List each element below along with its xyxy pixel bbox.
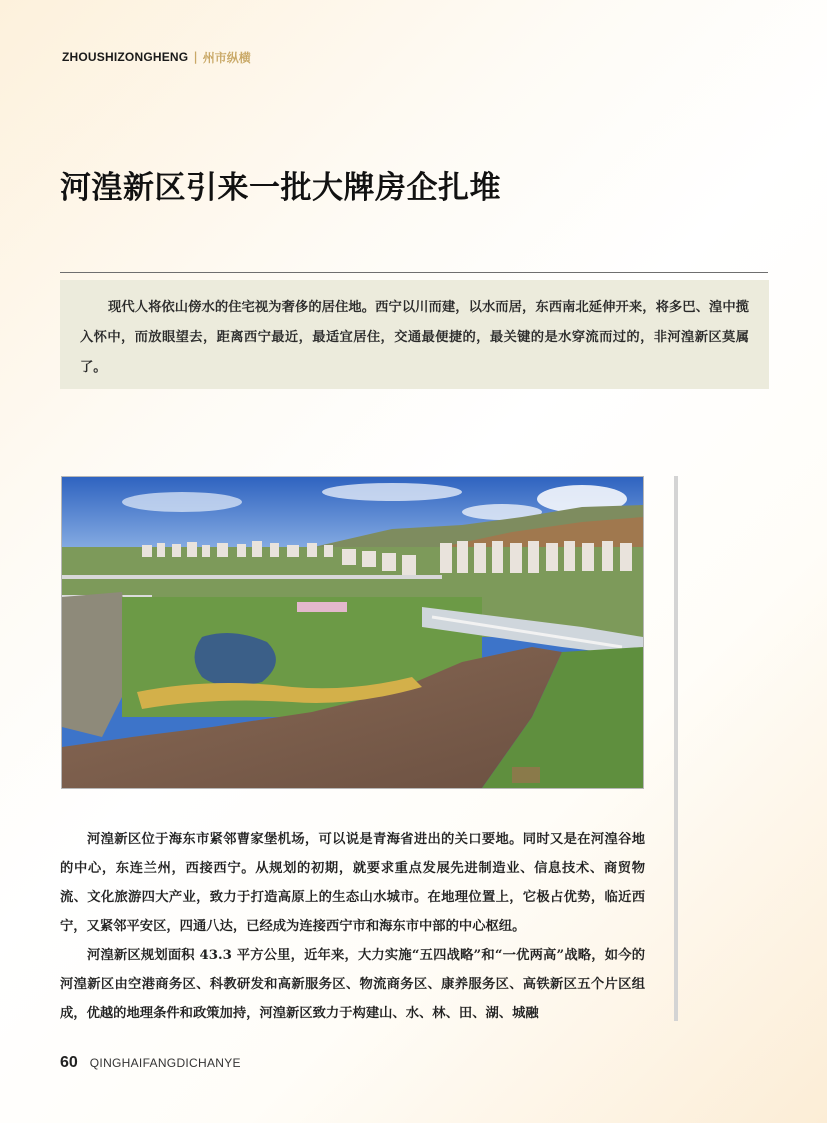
section-name-english: ZHOUSHIZONGHENG: [62, 50, 189, 64]
aerial-photo: [61, 476, 644, 789]
body-paragraph: 河湟新区规划面积 43.3 平方公里，近年来，大力实施“五四战略”和“一优两高”战略，如今的河湟新区由空港商务区、科教研发和高新服务区、物流商务区、康养服务区、高铁新区五个片区组成，优越的地理条件和政策加持，河湟新区致力于构建山、水、林、田、湖、城融: [60, 948, 645, 1021]
article-lead: 现代人将依山傍水的住宅视为奢侈的居住地。西宁以川而建，以水而居，东西南北延伸开来，将多巴、湟中揽入怀中，而放眼望去，距离西宁最近，最适宜居住，交通最便捷的，最关键的是水穿流而过的，非河湟新区莫属了。: [60, 280, 769, 389]
aerial-landscape-illustration: [62, 477, 643, 788]
article-body: [60, 825, 645, 1028]
title-divider: [60, 272, 768, 273]
section-header: [62, 47, 251, 67]
article-title: 河湟新区引来一批大牌房企扎堆: [60, 170, 501, 206]
side-accent-bar: [674, 476, 678, 1021]
section-name-chinese: 州市纵横: [202, 50, 251, 65]
page-number: 60: [60, 1054, 78, 1071]
body-paragraph: 河湟新区位于海东市紧邻曹家堡机场，可以说是青海省进出的关口要地。同时又是在河湟谷地的中心，东连兰州，西接西宁。从规划的初期，就要求重点发展先进制造业、信息技术、商贸物流、文化旅游四大产业，致力于打造高原上的生态山水城市。在地理位置上，它极占优势，临近西宁，又紧邻平安区，四通八达，已经成为连接西宁市和海东市中部的中心枢纽。: [60, 832, 645, 934]
magazine-name: QINGHAIFANGDICHANYE: [89, 1056, 241, 1070]
page-footer: [60, 1054, 241, 1072]
section-separator: |: [193, 50, 198, 64]
